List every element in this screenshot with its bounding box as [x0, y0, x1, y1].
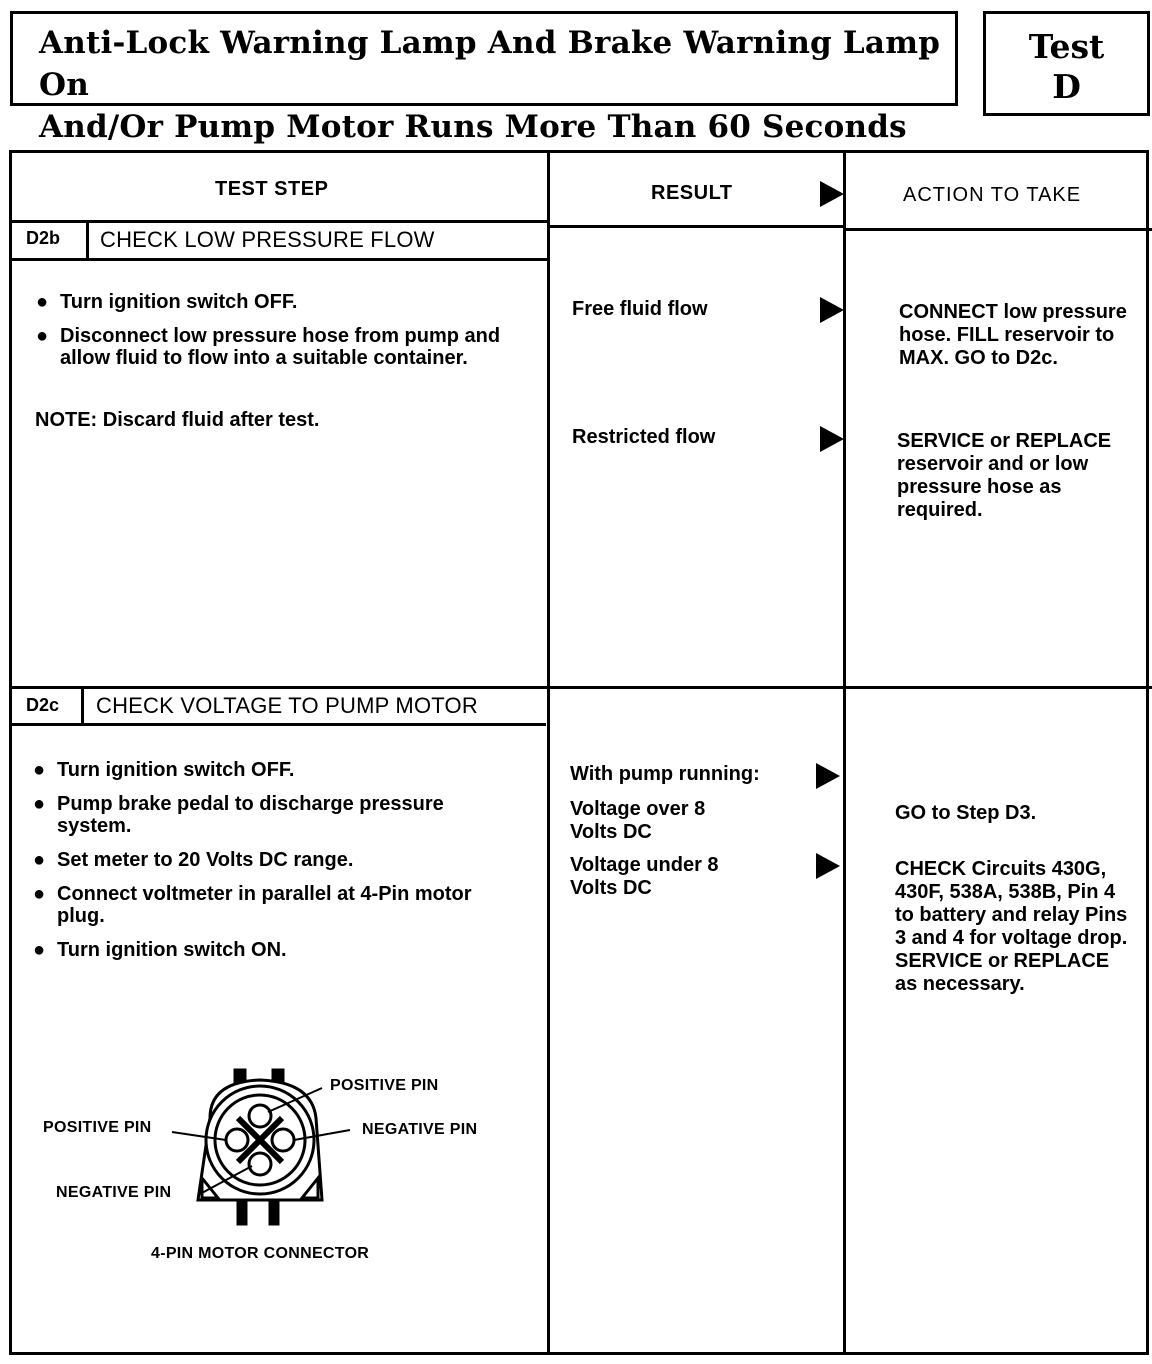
result-arrow-icon — [816, 763, 840, 789]
bullet-icon: ● — [33, 939, 46, 961]
bullet-icon: ● — [33, 759, 46, 781]
pin-top — [249, 1105, 271, 1127]
step-bullets-d2b — [36, 291, 506, 381]
bullet-icon: ● — [33, 883, 46, 905]
bullet-icon: ● — [33, 793, 46, 815]
page-title — [39, 22, 955, 148]
header-test-step: TEST STEP — [215, 178, 329, 200]
list-item: ● Turn ignition switch ON. — [33, 939, 287, 961]
step-id-d2c: D2c — [26, 695, 60, 715]
result-arrow-icon — [816, 853, 840, 879]
header-divider-left — [12, 220, 548, 223]
step-title-d2c: CHECK VOLTAGE TO PUMP MOTOR — [96, 693, 478, 718]
header-result: RESULT — [651, 182, 733, 204]
list-item: ● Set meter to 20 Volts DC range. — [33, 849, 354, 871]
test-label: Test — [1028, 27, 1105, 66]
action-free-flow: CONNECT low pressure hose. FILL reservoir to MAX. GO to D2c. — [899, 301, 1127, 369]
step-id-d2b: D2b — [26, 228, 61, 248]
header-action: ACTION TO TAKE — [903, 184, 1082, 206]
title-line-2: And/Or Pump Motor Runs More Than 60 Seconds — [39, 109, 907, 145]
list-item: ● Pump brake pedal to discharge pressure system. — [33, 793, 444, 837]
step-header-bottom-d2c — [12, 723, 546, 726]
step-id-divider-d2c — [81, 688, 84, 724]
header-arrow-icon — [820, 181, 844, 207]
connector-tab — [270, 1200, 278, 1224]
header-divider-right — [846, 228, 1152, 231]
list-item: ● Turn ignition switch OFF. — [36, 291, 298, 313]
label-positive-pin-left: POSITIVE PIN — [43, 1119, 152, 1136]
action-voltage-over: GO to Step D3. — [895, 802, 1037, 824]
test-id-box — [983, 11, 1150, 116]
pin-right — [272, 1129, 294, 1151]
result-free-flow: Free fluid flow — [572, 298, 708, 320]
connector-tab — [238, 1200, 246, 1224]
result-arrow-icon — [820, 297, 844, 323]
pin-bottom — [249, 1153, 271, 1175]
diagram-caption: 4-PIN MOTOR CONNECTOR — [151, 1245, 370, 1262]
step-note-d2b: NOTE: Discard fluid after test. — [35, 409, 320, 431]
label-negative-pin-right: NEGATIVE PIN — [362, 1121, 478, 1138]
title-line-1: Anti-Lock Warning Lamp And Brake Warning Lamp On — [39, 25, 941, 103]
column-divider-1 — [547, 153, 550, 1353]
list-item: ● Connect voltmeter in parallel at 4-Pin motor plug. — [33, 883, 472, 927]
results-intro-d2c: With pump running: — [570, 763, 760, 785]
test-letter: D — [1052, 67, 1081, 106]
list-item: ● Turn ignition switch OFF. — [33, 759, 295, 781]
list-item: ● Disconnect low pressure hose from pump and allow fluid to flow into a suitable container. — [36, 325, 501, 369]
action-restricted-flow: SERVICE or REPLACE reservoir and or low pressure hose as required. — [897, 430, 1112, 521]
header-divider-middle — [548, 225, 844, 228]
result-restricted-flow: Restricted flow — [572, 426, 716, 448]
bullet-icon: ● — [36, 325, 49, 347]
step-title-d2b: CHECK LOW PRESSURE FLOW — [100, 227, 435, 252]
action-voltage-under: CHECK Circuits 430G, 430F, 538A, 538B, Pin 4 to battery and relay Pins 3 and 4 for voltage drop. SERVICE or REPLACE as necessary. — [895, 858, 1128, 995]
step-id-divider-d2b — [86, 222, 89, 260]
result-voltage-under: Voltage under 8 Volts DC — [570, 854, 719, 899]
result-arrow-icon — [820, 426, 844, 452]
title-box — [10, 11, 958, 145]
result-voltage-over: Voltage over 8 Volts DC — [570, 798, 706, 843]
step-header-bottom-d2b — [12, 258, 548, 261]
row-divider — [12, 686, 1152, 689]
label-positive-pin-top: POSITIVE PIN — [330, 1077, 439, 1094]
step-bullets-d2c — [33, 759, 518, 973]
bullet-icon: ● — [36, 291, 49, 313]
pin-left — [226, 1129, 248, 1151]
bullet-icon: ● — [33, 849, 46, 871]
label-negative-pin-bottom: NEGATIVE PIN — [56, 1184, 172, 1201]
column-divider-2 — [843, 153, 846, 1353]
